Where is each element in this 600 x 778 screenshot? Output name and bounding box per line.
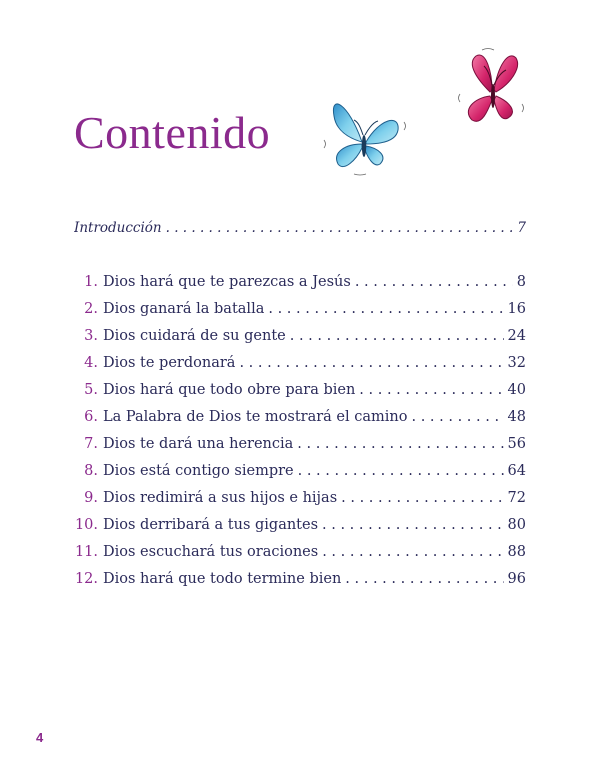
toc-entry[interactable]: [74, 490, 526, 514]
toc-entry-page: 40: [507, 382, 526, 398]
toc-leader-dots: [322, 517, 504, 533]
toc-entry-label: Dios ganará la batalla: [103, 301, 265, 317]
toc-entry[interactable]: [74, 409, 526, 433]
toc-entry-number: 12.: [74, 571, 98, 587]
toc-leader-dots: [341, 490, 503, 506]
toc-entry-number: 1.: [84, 274, 98, 290]
toc-leader-dots: [298, 463, 504, 479]
toc-leader-dots: [290, 328, 504, 344]
blue-butterfly-icon: [318, 92, 412, 180]
toc-entry-label: Dios hará que todo termine bien: [103, 571, 342, 587]
toc-entry-page: 16: [507, 301, 526, 317]
toc-entry-label: Dios redimirá a sus hijos e hijas: [103, 490, 338, 506]
toc-entry[interactable]: [74, 571, 526, 595]
toc-entry-number: 10.: [74, 517, 98, 533]
toc-entry[interactable]: [74, 301, 526, 325]
toc-entry[interactable]: [74, 274, 526, 298]
toc-entry-number: 9.: [84, 490, 98, 506]
toc-entry-number: 8.: [84, 463, 98, 479]
page-number: 4: [36, 730, 44, 745]
toc-leader-dots: [166, 220, 514, 236]
toc-leader-dots: [239, 355, 503, 371]
toc-entry-label: Dios hará que todo obre para bien: [103, 382, 356, 398]
toc-entry-page: 96: [507, 571, 526, 587]
toc-entry-label: Dios está contigo siempre: [103, 463, 294, 479]
toc-entry[interactable]: [74, 436, 526, 460]
toc-entry[interactable]: [74, 544, 526, 568]
toc-entry-number: 6.: [84, 409, 98, 425]
toc-leader-dots: [355, 274, 513, 290]
page-title: Contenido: [74, 107, 271, 158]
toc-entry-page: 88: [507, 544, 526, 560]
toc-entry-page: 32: [507, 355, 526, 371]
toc-entry[interactable]: [74, 355, 526, 379]
toc-entry[interactable]: [74, 382, 526, 406]
toc-entry-number: 3.: [84, 328, 98, 344]
toc-introduction-label: Introducción: [74, 220, 162, 236]
toc-leader-dots: [411, 409, 503, 425]
toc-entry[interactable]: [74, 463, 526, 487]
toc-entry-number: 7.: [84, 436, 98, 452]
toc-entry-page: 24: [507, 328, 526, 344]
toc-entry-page: 56: [507, 436, 526, 452]
toc-leader-dots: [297, 436, 503, 452]
toc-entry-label: Dios escuchará tus oraciones: [103, 544, 319, 560]
toc-entry-label: Dios te dará una herencia: [103, 436, 294, 452]
toc-entry-page: 80: [507, 517, 526, 533]
toc-entry[interactable]: [74, 328, 526, 352]
toc-entry-number: 5.: [84, 382, 98, 398]
toc-entry-page: 8: [516, 274, 526, 290]
toc-entry-label: Dios cuidará de su gente: [103, 328, 286, 344]
toc-entry-label: Dios derribará a tus gigantes: [103, 517, 319, 533]
toc-leader-dots: [268, 301, 503, 317]
toc-entry-page: 48: [507, 409, 526, 425]
toc-leader-dots: [322, 544, 503, 560]
toc-entry-number: 4.: [84, 355, 98, 371]
toc-introduction-page: 7: [517, 220, 526, 236]
toc-entry[interactable]: [74, 517, 526, 541]
toc-leader-dots: [359, 382, 503, 398]
toc-entry-page: 64: [507, 463, 526, 479]
toc-entry-number: 11.: [74, 544, 98, 560]
toc-leader-dots: [345, 571, 503, 587]
toc-entry-page: 72: [507, 490, 526, 506]
pink-butterfly-icon: [452, 44, 532, 136]
toc-introduction[interactable]: [74, 220, 526, 244]
toc-entry-number: 2.: [84, 301, 98, 317]
toc-entry-label: La Palabra de Dios te mostrará el camino: [103, 409, 408, 425]
toc-entry-label: Dios hará que te parezcas a Jesús: [103, 274, 351, 290]
toc-entry-label: Dios te perdonará: [103, 355, 236, 371]
